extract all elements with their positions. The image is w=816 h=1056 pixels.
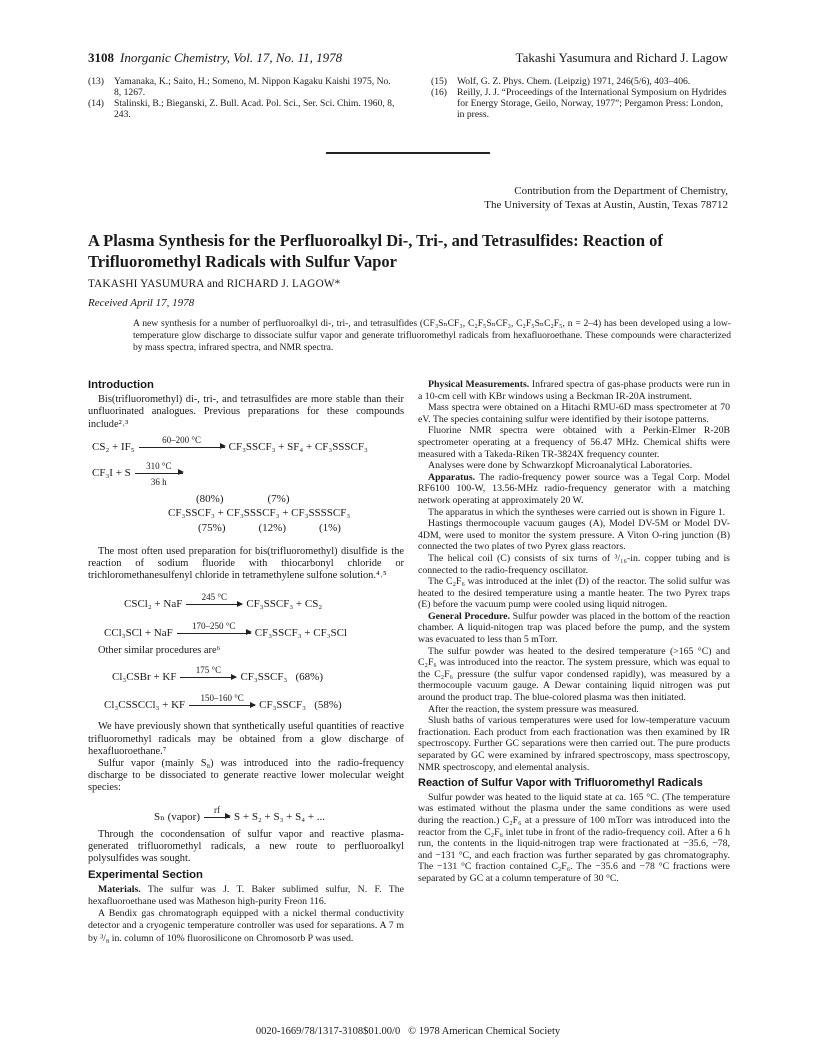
paragraph-apparatus: Apparatus. The radio-frequency power source was a Tegal Corp. Model RF6100 100-W, 13.56-MHz radio-frequency generator with a matching network operating at approximately 20 W. bbox=[418, 471, 730, 506]
paragraph-materials: Materials. The sulfur was J. T. Baker sublimed sulfur, N. F. The hexafluoroethane used was Matheson high-purity Freon 116. bbox=[88, 883, 404, 907]
paragraph: Mass spectra were obtained on a Hitachi RMU-6D mass spectrometer at 70 eV. The species containing sulfur were identified by their isotope patterns. bbox=[418, 402, 730, 425]
paragraph: Other similar procedures are⁶ bbox=[98, 644, 221, 656]
abstract: A new synthesis for a number of perfluoroalkyl di-, tri-, and tetrasulfides (CF₃SₙCF₃, C₂F₅SₙCF₃, C₂F₅SₙC₂F₅, n = 2–4) has been developed using a low-temperature glow discharge to dissociate sulfur vapor and generate trifluoromethyl radicals from hexafluoroethane. These compounds were characterized by mass spectra, infrared spectra, and NMR spectra. bbox=[133, 318, 731, 353]
equation-2-products: CF₃SSCF₃ + CF₃SSSCF₃ + CF₃SSSSCF₃ bbox=[168, 507, 351, 520]
equation-2-yields-bottom: (75%) (12%) (1%) bbox=[198, 521, 341, 534]
paragraph: A Bendix gas chromatograph equipped with a nickel thermal conductivity detector and a cryogenic temperature controller was used for separations. A 7 m by ³/₈ in. column of 10% fluorosilicone on Chromosorb P was used. bbox=[88, 908, 404, 944]
equation-5: Cl₃CSBr + KF 175 °C CF₃SSCF₃ (68%) bbox=[112, 665, 324, 684]
paragraph: After the reaction, the system pressure was measured. bbox=[428, 703, 639, 715]
paragraph-general-procedure: General Procedure. Sulfur powder was placed in the bottom of the reaction chamber. A liquid-nitogen trap was placed before the pump, and the system was evacuated to less than 5 mTorr. bbox=[418, 610, 730, 646]
paragraph: Sulfur vapor (mainly S₈) was introduced into the radio-frequency discharge to be dissociated to generate reactive lower molecular weight species: bbox=[88, 758, 404, 794]
affiliation: Contribution from the Department of Chemistry, The University of Texas at Austin, Austin, Texas 78712 bbox=[484, 185, 728, 211]
paragraph: Hastings thermocouple vacuum gauges (A), Model DV-5M or Model DV-4DM, were used to monitor the system pressure. A Viton O-ring junction (B) connected the two plates of two Pyrex glass reactors. bbox=[418, 518, 730, 553]
paragraph: The apparatus in which the syntheses were carried out is shown in Figure 1. bbox=[428, 506, 726, 518]
paragraph: The most often used preparation for bis(trifluoromethyl) disulfide is the reaction of sodium fluoride with thiocarbonyl chloride or trichloromethanesulfenyl chloride in tetramethylene sulfone solution.⁴˒⁵ bbox=[88, 545, 404, 582]
page-footer: 0020-1669/78/1317-3108$01.00/0 © 1978 American Chemical Society bbox=[255, 1026, 561, 1037]
paragraph: The helical coil (C) consists of six turns of ³/₁₆-in. copper tubing and is connected to the radio-frequency oscillator. bbox=[418, 552, 730, 576]
reference-item: (15) Wolf, G. Z. Phys. Chem. (Leipzig) 1971, 246(5/6), 403–406. bbox=[431, 76, 691, 87]
paragraph-physical-measurements: Physical Measurements. Infrared spectra of gas-phase products were run in a 10-cm cell with KBr windows using a Beckman IR-20A instrument. bbox=[418, 379, 730, 402]
equation-1: CS₂ + IF₅ 60–200 °C CF₃SSCF₃ + SF₄ + CF₃SSSCF₃ bbox=[92, 434, 368, 453]
paragraph: We have previously shown that synthetically useful quantities of reactive trifluoromethyl radicals may be obtained from a glow discharge of hexafluoroethane.⁷ bbox=[88, 721, 404, 757]
article-title: A Plasma Synthesis for the Perfluoroalkyl Di-, Tri-, and Tetrasulfides: Reaction of Trifluoromethyl Radicals with Sulfur Vapor bbox=[88, 231, 663, 271]
right-column bbox=[418, 379, 730, 885]
received-date: Received April 17, 1978 bbox=[88, 297, 195, 309]
equation-2-yields-top: (80%) (7%) bbox=[196, 493, 290, 506]
equation-3: CSCl₂ + NaF 245 °C CF₃SSCF₃ + CS₂ bbox=[124, 592, 323, 611]
author-line: TAKASHI YASUMURA and RICHARD J. LAGOW* bbox=[88, 278, 341, 290]
paragraph: The C₂F₆ was introduced at the inlet (D) of the reactor. The solid sulfur was heated to the desired temperature using a mantle heater. The two Pyrex traps (E) before the vacuum pump were cooled using liquid nitrogen. bbox=[418, 576, 730, 611]
reference-item: (13) Yamanaka, K.; Saito, H.; Someno, M. Nippon Kagaku Kaishi 1975, No. 8, 1267. bbox=[88, 76, 391, 98]
equation-4: CCl₃SCl + NaF 170–250 °C CF₃SSCF₃ + CF₃SCl bbox=[104, 620, 348, 639]
paragraph: Slush baths of various temperatures were used for low-temperature vacuum fractionation. Each product from each fractionation was then examined by IR spectroscopy. Further GC separations were then carried out. The pure products separated by GC were examined by infrared spectroscopy, mass spectroscopy, NMR spectroscopy, and elemental analysis. bbox=[418, 715, 730, 773]
left-column bbox=[88, 379, 404, 945]
section-heading-reaction: Reaction of Sulfur Vapor with Trifluoromethyl Radicals bbox=[418, 777, 703, 790]
paragraph: Bis(trifluoromethyl) di-, tri-, and tetrasulfides are more stable than their unfluorinated analogues. Previous preparations for these compounds include²˒³ bbox=[88, 394, 404, 430]
equation-6: Cl₃CSSCCl₃ + KF 150–160 °C CF₃SSCF₃ (58%) bbox=[104, 693, 342, 712]
page-number: 3108 bbox=[88, 50, 114, 65]
equation-7: Sₙ (vapor) rf S + S₂ + S₃ + S₄ + ... bbox=[154, 804, 326, 823]
journal-citation: Inorganic Chemistry, Vol. 17, No. 11, 1978 bbox=[120, 50, 343, 65]
references-right bbox=[431, 76, 729, 120]
reference-item: (14) Stalinski, B.; Bieganski, Z. Bull. Acad. Pol. Sci., Ser. Sci. Chim. 1960, 8, 243. bbox=[88, 98, 395, 120]
paragraph: The sulfur powder was heated to the desired temperature (>165 °C) and C₂F₆ was introduced into the reactor. The system pressure, which was equal to the C₂F₆ pressure (the sulfur vapor condensed rapidly), was measured by a thermocouple vacuum gauge. A Dewar containing liquid nitrogen was put around the product trap. The blue-colored plasma was then initiated. bbox=[418, 645, 730, 704]
section-heading-experimental: Experimental Section bbox=[88, 869, 203, 882]
references-left bbox=[88, 76, 400, 120]
running-header-authors: Takashi Yasumura and Richard J. Lagow bbox=[515, 50, 728, 65]
section-divider-rule bbox=[326, 152, 490, 154]
equation-2: CF₃I + S 310 °C 36 h bbox=[92, 467, 404, 479]
running-header-left bbox=[88, 50, 342, 66]
paragraph: Fluorine NMR spectra were obtained with a Perkin-Elmer R-20B spectrometer operating at a frequency of 56.47 MHz. Chemical shifts were measured with a Takeda-Riken TR-3824X frequency counter. bbox=[418, 425, 730, 460]
reference-item: (16) Reilly, J. J. “Proceedings of the International Symposium on Hydrides for Energy Storage, Geilo, Norway, 1977”; Pergamon Press: London, in press. bbox=[431, 87, 727, 120]
paragraph: Sulfur powder was heated to the liquid state at ca. 165 °C. (The temperature was estimated without the plasma under the same conditions as were used during the reaction.) C₂F₆ at a pressure of 100 mTorr was introduced into the reactor from the C₂F₆ inlet tube in front of the radio-frequency coil. After a 6 h run, the contents in the liquid-nitrogen trap were fractionated at −35.6, −78, and −131 °C, and each fraction was further separated by gas chromatography. The −131 °C fraction contained C₂F₆. The −35.6 and −78 °C fractions were separated by GC at a column temperature of 30 °C. bbox=[418, 791, 730, 884]
section-heading-introduction: Introduction bbox=[88, 379, 154, 391]
paragraph: Through the cocondensation of sulfur vapor and reactive plasma-generated trifluoromethyl radicals, a new route to perfluoroalkyl polysulfides was sought. bbox=[88, 828, 404, 865]
paragraph: Analyses were done by Schwarzkopf Microanalytical Laboratories. bbox=[428, 460, 693, 472]
